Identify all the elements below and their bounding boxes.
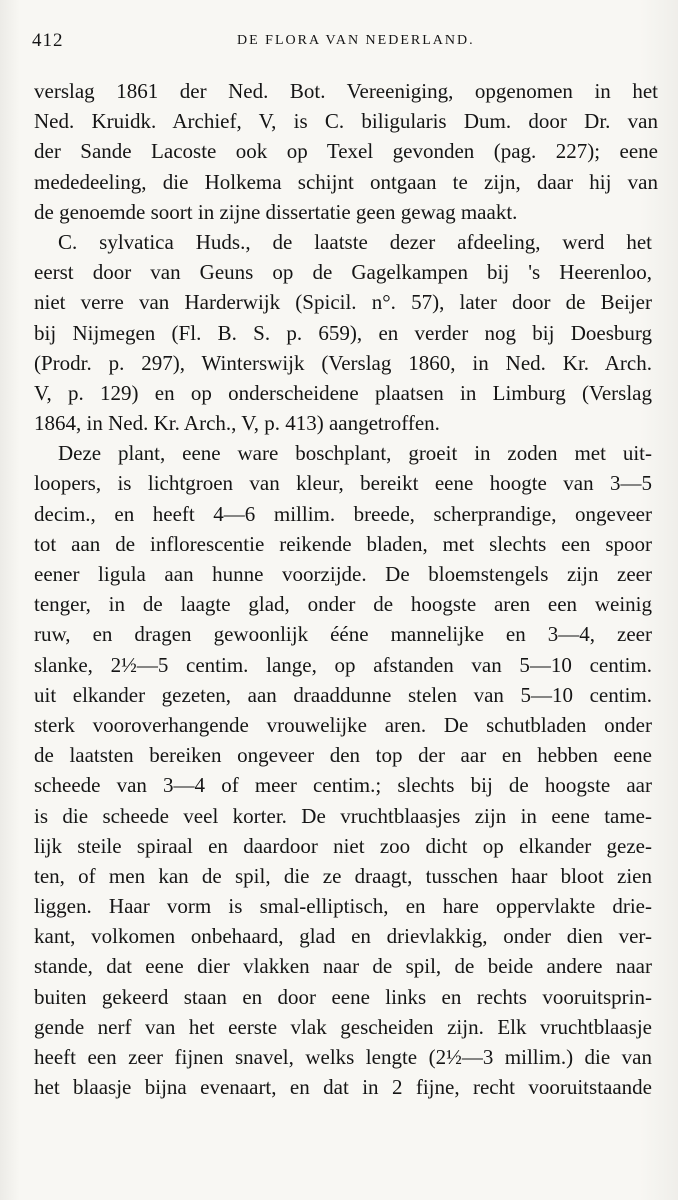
- text-line: V, p. 129) en op onderscheidene plaatsen in Limburg (Verslag: [34, 380, 652, 405]
- body-text: [34, 76, 658, 1102]
- text-line: Deze plant, eene ware boschplant, groeit in zoden met uit-: [58, 441, 652, 466]
- page-header: [32, 30, 650, 56]
- text-line: uit elkander gezeten, aan draaddunne stelen van 5—10 centim.: [34, 682, 652, 707]
- page-number: 412: [32, 30, 64, 51]
- text-line: tenger, in de laagte glad, onder de hoogste aren een weinig: [34, 592, 652, 617]
- text-line: het blaasje bijna evenaart, en dat in 2 fijne, recht vooruitstaande: [34, 1075, 652, 1100]
- text-line: kant, volkomen onbehaard, glad en drievlakkig, onder dien ver-: [34, 924, 652, 949]
- text-line: (Prodr. p. 297), Winterswijk (Verslag 1860, in Ned. Kr. Arch.: [34, 350, 652, 375]
- text-line: de genoemde soort in zijne dissertatie geen gewag maakt.: [34, 199, 518, 224]
- text-line: gende nerf van het eerste vlak gescheiden zijn. Elk vruchtblaasje: [34, 1014, 652, 1039]
- text-line: niet verre van Harderwijk (Spicil. n°. 57), later door de Beijer: [34, 290, 652, 315]
- text-line: buiten gekeerd staan en door eene links en rechts vooruitsprin-: [34, 984, 652, 1009]
- running-title: DE FLORA VAN NEDERLAND.: [237, 33, 475, 48]
- text-line: eener ligula aan hunne voorzijde. De bloemstengels zijn zeer: [34, 562, 652, 586]
- text-line: scheede van 3—4 of meer centim.; slechts bij de hoogste aar: [34, 773, 652, 798]
- text-line: stande, dat eene dier vlakken naar de spil, de beide andere naar: [34, 954, 652, 979]
- text-line: liggen. Haar vorm is smal-elliptisch, en hare oppervlakte drie-: [34, 894, 652, 919]
- text-line: eerst door van Geuns op de Gagelkampen bij 's Heerenloo,: [34, 260, 652, 285]
- text-line: decim., en heeft 4—6 millim. breede, scherprandige, ongeveer: [34, 501, 652, 526]
- text-line: ruw, en dragen gewoonlijk ééne mannelijke en 3—4, zeer: [34, 622, 652, 647]
- text-line: sterk vooroverhangende vrouwelijke aren. De schutbladen onder: [34, 712, 652, 737]
- text-line: lijk steile spiraal en daardoor niet zoo dicht op elkander geze-: [34, 833, 652, 858]
- text-line: bij Nijmegen (Fl. B. S. p. 659), en verder nog bij Doesburg: [34, 320, 652, 345]
- text-line: der Sande Lacoste ook op Texel gevonden (pag. 227); eene: [34, 139, 658, 164]
- text-line: verslag 1861 der Ned. Bot. Vereeniging, opgenomen in het: [34, 79, 658, 103]
- text-line: Ned. Kruidk. Archief, V, is C. biligularis Dum. door Dr. van: [34, 109, 658, 134]
- text-line: de laatsten bereiken ongeveer den top der aar en hebben eene: [34, 743, 652, 768]
- text-line: tot aan de inflorescentie reikende bladen, met slechts een spoor: [34, 531, 652, 556]
- text-line: loopers, is lichtgroen van kleur, bereikt eene hoogte van 3—5: [34, 471, 652, 496]
- text-line: heeft een zeer fijnen snavel, welks lengte (2½—3 millim.) die van: [34, 1045, 652, 1069]
- text-line: ten, of men kan de spil, die ze draagt, tusschen haar bloot zien: [34, 863, 652, 888]
- text-line: slanke, 2½—5 centim. lange, op afstanden van 5—10 centim.: [34, 652, 652, 677]
- text-line: 1864, in Ned. Kr. Arch., V, p. 413) aangetroffen.: [34, 411, 440, 436]
- text-line: C. sylvatica Huds., de laatste dezer afdeeling, werd het: [58, 229, 652, 254]
- text-line: mededeeling, die Holkema schijnt ontgaan te zijn, daar hij van: [34, 169, 658, 194]
- text-line: is die scheede veel korter. De vruchtblaasjes zijn in eene tame-: [34, 803, 652, 828]
